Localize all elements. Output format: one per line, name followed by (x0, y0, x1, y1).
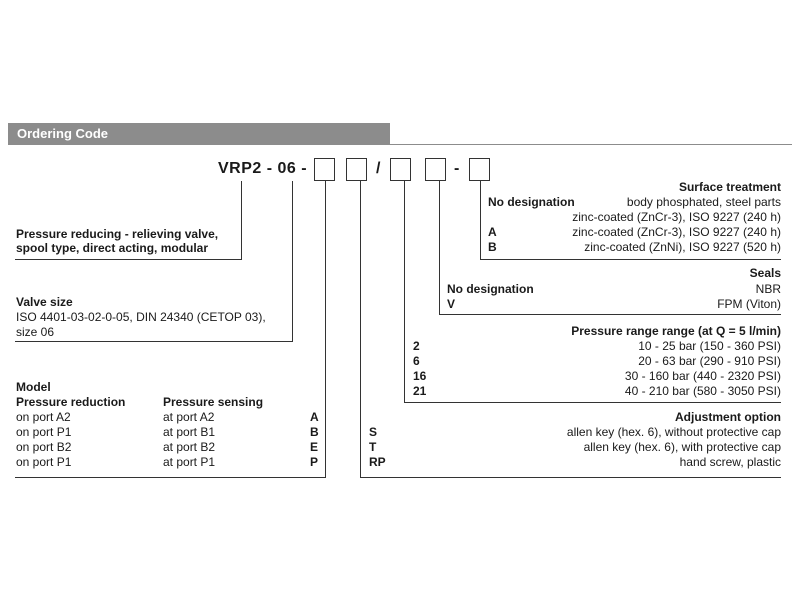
surface-row-desc: zinc-coated (ZnCr-3), ISO 9227 (240 h) (572, 225, 781, 239)
pressure-row-desc: 40 - 210 bar (580 - 3050 PSI) (624, 384, 781, 398)
seals-row-code: No designation (447, 282, 534, 296)
connector-model (325, 181, 326, 478)
connector-model-h (15, 477, 326, 478)
valve-size-line2: size 06 (16, 325, 55, 339)
surface-row-desc: zinc-coated (ZnCr-3), ISO 9227 (240 h) (572, 210, 781, 224)
connector-adjustment-h (360, 477, 781, 478)
surface-row-code: A (488, 225, 497, 239)
connector-surface (480, 181, 481, 260)
adjustment-row-desc: allen key (hex. 6), without protective cap (566, 425, 781, 439)
adjustment-row-code: T (369, 440, 377, 454)
connector-surface-h (480, 259, 781, 260)
seals-row-desc: NBR (755, 282, 781, 296)
seals-title: Seals (749, 266, 781, 280)
surface-row-code: B (488, 240, 497, 254)
model-row-code: B (310, 425, 319, 439)
connector-valve-type-h (15, 259, 242, 260)
adjustment-row-code: RP (369, 455, 386, 469)
pressure-row-code: 16 (413, 369, 427, 383)
model-row-sensing: at port B2 (163, 440, 216, 454)
surface-row-desc: zinc-coated (ZnNi), ISO 9227 (520 h) (584, 240, 781, 254)
ordering-code-prefix: VRP2 - 06 - (218, 160, 308, 177)
seals-row-desc: FPM (Viton) (717, 297, 781, 311)
pressure-row-desc: 30 - 160 bar (440 - 2320 PSI) (624, 369, 781, 383)
pressure-title: Pressure range range (at Q = 5 l/min) (571, 324, 781, 338)
code-separator-dash: - (454, 160, 460, 177)
model-col-sensing-header: Pressure sensing (163, 395, 264, 409)
pressure-row-code: 21 (413, 384, 427, 398)
connector-valve-type (241, 181, 242, 259)
connector-valve-size-h (15, 341, 293, 342)
pressure-row-desc: 10 - 25 bar (150 - 360 PSI) (638, 339, 781, 353)
code-box-seals (425, 158, 446, 181)
pressure-row-code: 2 (413, 339, 420, 353)
connector-adjustment (360, 181, 361, 478)
connector-pressure (404, 181, 405, 403)
model-row-sensing: at port A2 (163, 410, 215, 424)
connector-seals-h (439, 314, 781, 315)
valve-type-line1: Pressure reducing - relieving valve, (16, 227, 219, 241)
model-row-code: A (310, 410, 319, 424)
code-separator-slash: / (376, 160, 381, 177)
adjustment-row-code: S (369, 425, 378, 439)
valve-size-line1: ISO 4401-03-02-0-05, DIN 24340 (CETOP 03), (16, 310, 266, 324)
valve-size-title: Valve size (16, 295, 73, 309)
model-row-code: P (310, 455, 319, 469)
valve-type-line2: spool type, direct acting, modular (16, 241, 209, 255)
pressure-row-code: 6 (413, 354, 420, 368)
model-col-reduction-header: Pressure reduction (16, 395, 126, 409)
model-row-reduction: on port P1 (16, 455, 72, 469)
adjustment-row-desc: allen key (hex. 6), with protective cap (583, 440, 781, 454)
connector-pressure-h (404, 402, 781, 403)
seals-row-code: V (447, 297, 456, 311)
model-row-sensing: at port P1 (163, 455, 216, 469)
model-row-reduction: on port A2 (16, 410, 71, 424)
surface-row-code: No designation (488, 195, 575, 209)
adjustment-title: Adjustment option (675, 410, 781, 424)
adjustment-row-desc: hand screw, plastic (679, 455, 781, 469)
model-title: Model (16, 380, 51, 394)
section-title: Ordering Code (17, 126, 109, 141)
connector-seals (439, 181, 440, 315)
model-row-reduction: on port P1 (16, 425, 72, 439)
surface-title: Surface treatment (678, 180, 781, 194)
code-box-adjustment (346, 158, 367, 181)
code-box-model (314, 158, 335, 181)
model-row-sensing: at port B1 (163, 425, 216, 439)
code-box-pressure-range (390, 158, 411, 181)
pressure-row-desc: 20 - 63 bar (290 - 910 PSI) (638, 354, 781, 368)
code-box-surface (469, 158, 490, 181)
surface-row-desc: body phosphated, steel parts (626, 195, 781, 209)
connector-valve-size (292, 181, 293, 342)
model-row-reduction: on port B2 (16, 440, 72, 454)
model-row-code: E (310, 440, 319, 454)
section-header-rule (8, 144, 792, 145)
